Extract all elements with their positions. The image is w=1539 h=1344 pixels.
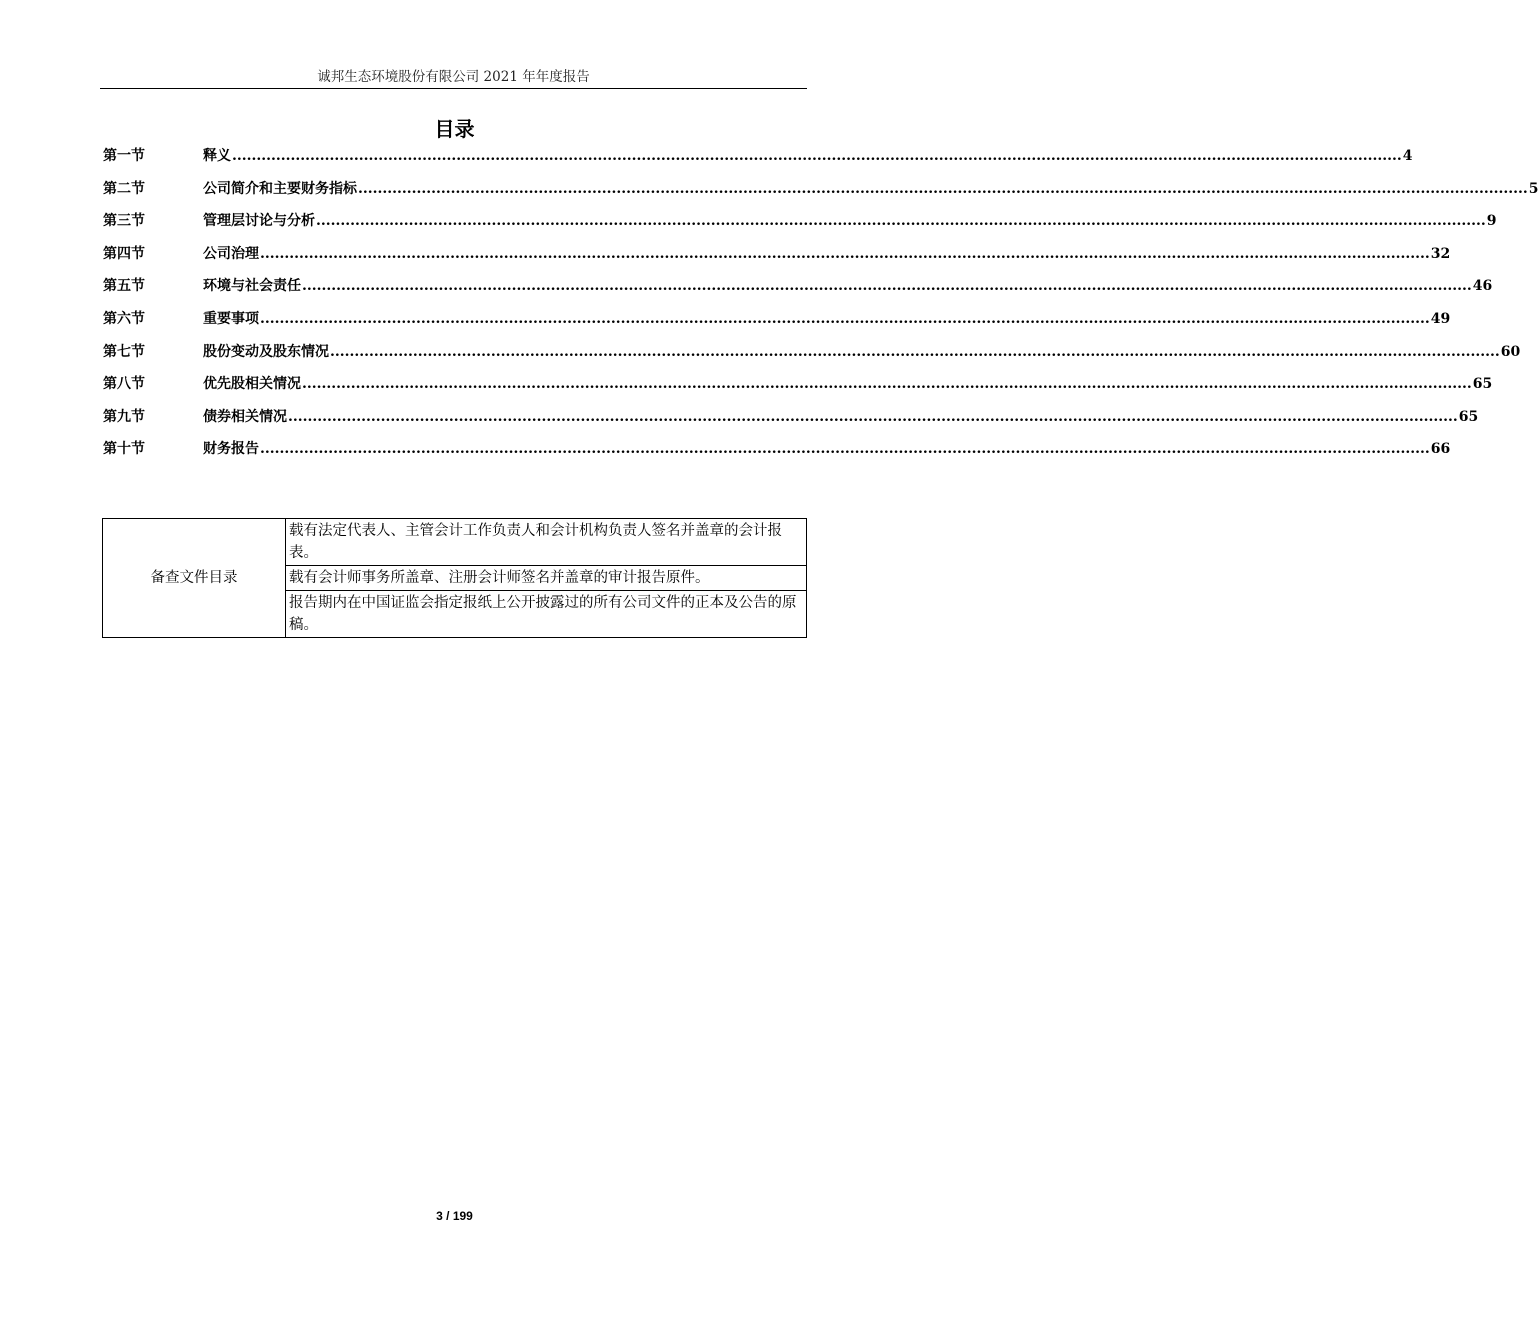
toc-item-10[interactable] <box>103 436 1451 469</box>
header-rule <box>100 88 807 89</box>
page-header: 诚邦生态环境股份有限公司 2021 年年度报告 <box>317 69 590 85</box>
toc-page-number: 46 <box>1472 278 1493 295</box>
toc-section-name: 环境与社会责任 <box>203 278 301 295</box>
toc-item-2[interactable] <box>103 176 1539 209</box>
toc-item-5[interactable] <box>103 273 1493 306</box>
toc-section-name: 股份变动及股东情况 <box>203 343 329 360</box>
reference-doc-item: 载有会计师事务所盖章、注册会计师签名并盖章的审计报告原件。 <box>286 566 807 591</box>
toc-page-number: 49 <box>1430 310 1451 327</box>
toc-section-number: 第七节 <box>103 343 145 360</box>
toc-dot-leader: ................................................................................................................................................................................................................................................ <box>288 408 1458 425</box>
toc-section-name: 债券相关情况 <box>203 408 287 425</box>
toc-section-number: 第二节 <box>103 180 145 197</box>
reference-doc-item: 载有法定代表人、主管会计工作负责人和会计机构负责人签名并盖章的会计报表。 <box>286 519 807 566</box>
toc-section-name: 公司治理 <box>203 245 259 262</box>
page-indicator: 3 / 199 <box>436 1209 473 1223</box>
reference-doc-item: 报告期内在中国证监会指定报纸上公开披露过的所有公司文件的正本及公告的原稿。 <box>286 591 807 638</box>
toc-page-number: 32 <box>1430 245 1451 262</box>
toc-section-name: 公司简介和主要财务指标 <box>203 180 357 197</box>
toc-section-number: 第三节 <box>103 213 145 230</box>
table-row <box>103 519 807 566</box>
toc-dot-leader: ................................................................................................................................................................................................................................................ <box>302 278 1472 295</box>
toc-section-number: 第四节 <box>103 245 145 262</box>
toc-section-number: 第五节 <box>103 278 145 295</box>
toc-item-1[interactable] <box>103 143 1413 176</box>
toc-dot-leader: ................................................................................................................................................................................................................................................ <box>260 310 1430 327</box>
toc-page-number: 4 <box>1402 148 1413 164</box>
toc-dot-leader: ................................................................................................................................................................................................................................................ <box>232 148 1402 164</box>
toc-section-number: 第十节 <box>103 441 145 458</box>
toc-page-number: 9 <box>1486 213 1497 230</box>
toc-dot-leader: ................................................................................................................................................................................................................................................ <box>260 245 1430 262</box>
toc-page-number: 65 <box>1472 376 1493 393</box>
toc-section-name: 释义 <box>203 148 231 164</box>
reference-docs-label: 备查文件目录 <box>103 519 286 638</box>
toc-item-3[interactable] <box>103 208 1497 241</box>
toc-item-4[interactable] <box>103 241 1451 274</box>
toc-section-number: 第八节 <box>103 376 145 393</box>
toc-section-number: 第一节 <box>103 148 145 164</box>
toc-section-number: 第九节 <box>103 408 145 425</box>
toc-item-7[interactable] <box>103 339 1521 372</box>
toc-item-9[interactable] <box>103 404 1479 437</box>
toc-section-name: 重要事项 <box>203 310 259 327</box>
toc-section-name: 管理层讨论与分析 <box>203 213 315 230</box>
reference-documents-table <box>102 518 807 638</box>
toc-page-number: 65 <box>1458 408 1479 425</box>
toc-page-number: 60 <box>1500 343 1521 360</box>
toc-item-6[interactable] <box>103 306 1451 339</box>
toc-title: 目录 <box>434 117 475 141</box>
toc-dot-leader: ................................................................................................................................................................................................................................................ <box>330 343 1500 360</box>
toc-dot-leader: ................................................................................................................................................................................................................................................ <box>260 441 1430 458</box>
toc-dot-leader: ................................................................................................................................................................................................................................................ <box>302 376 1472 393</box>
toc-section-name: 财务报告 <box>203 441 259 458</box>
toc-dot-leader: ................................................................................................................................................................................................................................................ <box>358 180 1528 197</box>
toc-dot-leader: ................................................................................................................................................................................................................................................ <box>316 213 1486 230</box>
toc-page-number: 66 <box>1430 441 1451 458</box>
toc-item-8[interactable] <box>103 371 1493 404</box>
toc-section-name: 优先股相关情况 <box>203 376 301 393</box>
table-of-contents <box>103 143 1539 469</box>
toc-section-number: 第六节 <box>103 310 145 327</box>
toc-page-number: 5 <box>1528 180 1539 197</box>
